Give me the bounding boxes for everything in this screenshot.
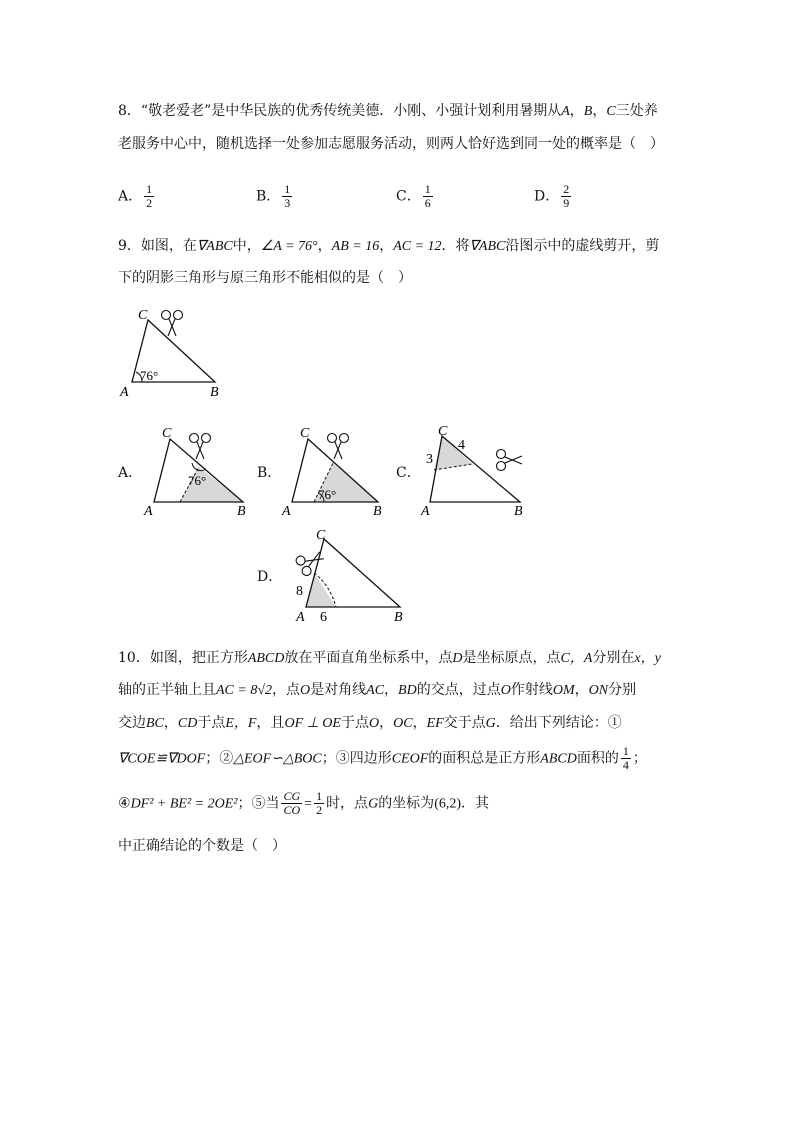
q9-option-a-figure [140,425,255,520]
q10-line1: 10．如图，把正方形ABCD放在平面直角坐标系中，点D是坐标原点，点C，A分别在x，y [118,650,661,666]
q8-line2: 老服务中心中，随机选择一处参加志愿服务活动，则两人恰好选到同一处的概率是（ ） [118,136,664,152]
vertex-c: C [162,426,172,441]
q10-line6: 中正确结论的个数是（ ） [118,838,286,854]
angle-label: 76° [318,487,337,502]
q9-option-c-figure [418,422,533,520]
side-label-4: 4 [458,438,465,453]
fraction: $\frac{1}{2}$ [316,789,323,817]
vertex-c: C [438,424,448,439]
q8-option-a[interactable]: A． $\frac{1}{2}$ [118,182,153,210]
q8-option-c[interactable]: C． $\frac{1}{6}$ [396,182,431,210]
fraction: $\frac{1}{2}$ [146,182,153,210]
q10-line5: ④DF² + BE² = 2OE²；⑤当 $\frac{CG}{CO}$ = $\frac{1}{2}$ 时，点G的坐标为(6,2)．其 [118,789,490,817]
q8-line1: 8．“敬老爱老”是中华民族的优秀传统美德．小刚、小强计划利用暑期从A，B，C三处养 [118,103,658,119]
q10-line3: 交边BC，CD于点E，F，且OF ⊥ OE于点O，OC，EF交于点G．给出下列结论：① [118,715,622,731]
fraction: $\frac{1}{4}$ [622,744,629,772]
q9-option-c-label[interactable]: C． [396,465,421,481]
angle-label: 76° [140,368,159,383]
scissors-icon [162,311,183,337]
scissors-icon [497,450,523,471]
q9-option-d-label[interactable]: D． [257,569,283,585]
vertex-a: A [421,504,430,519]
q9-option-a-label[interactable]: A． [118,465,143,481]
scissors-icon [190,434,211,460]
fraction: $\frac{CG}{CO}$ [283,789,301,817]
side-label-3: 3 [426,452,433,467]
q10-line2: 轴的正半轴上且AC = 8√2，点O是对角线AC，BD的交点，过点O作射线OM，ON分别 [118,682,637,698]
fraction: $\frac{2}{9}$ [563,182,570,210]
vertex-a: A [282,504,291,519]
vertex-a: A [296,610,305,625]
vertex-b: B [210,385,219,400]
vertex-c: C [316,528,326,543]
vertex-b: B [394,610,403,625]
q8-option-d[interactable]: D． $\frac{2}{9}$ [534,182,570,210]
vertex-c: C [138,308,148,323]
vertex-c: C [300,426,310,441]
q9-line1: 9．如图，在∇ABC中，∠A = 76°，AB = 16，AC = 12．将∇ABC沿图示中的虚线剪开，剪 [118,238,660,254]
q9-option-d-figure [280,525,410,625]
q9-main-figure [110,300,240,405]
fraction: $\frac{1}{6}$ [424,182,431,210]
vertex-a: A [120,385,129,400]
q9-line2: 下的阴影三角形与原三角形不能相似的是（ ） [118,270,412,286]
q8-option-b[interactable]: B． $\frac{1}{3}$ [256,182,291,210]
side-label-6: 6 [320,610,327,625]
q9-option-b-label[interactable]: B． [257,465,282,481]
angle-label: 76° [188,473,207,488]
scissors-icon [328,434,349,460]
vertex-b: B [373,504,382,519]
q10-line4: ∇COE≌∇DOF；②△EOF∽△BOC；③四边形CEOF的面积总是正方形ABCD面积的 $\frac{1}{4}$ ； [118,744,647,772]
vertex-a: A [144,504,153,519]
q9-option-b-figure [278,425,393,520]
fraction: $\frac{1}{3}$ [284,182,291,210]
vertex-b: B [514,504,523,519]
scissors-icon [294,546,327,577]
side-label-8: 8 [296,584,303,599]
vertex-b: B [237,504,246,519]
